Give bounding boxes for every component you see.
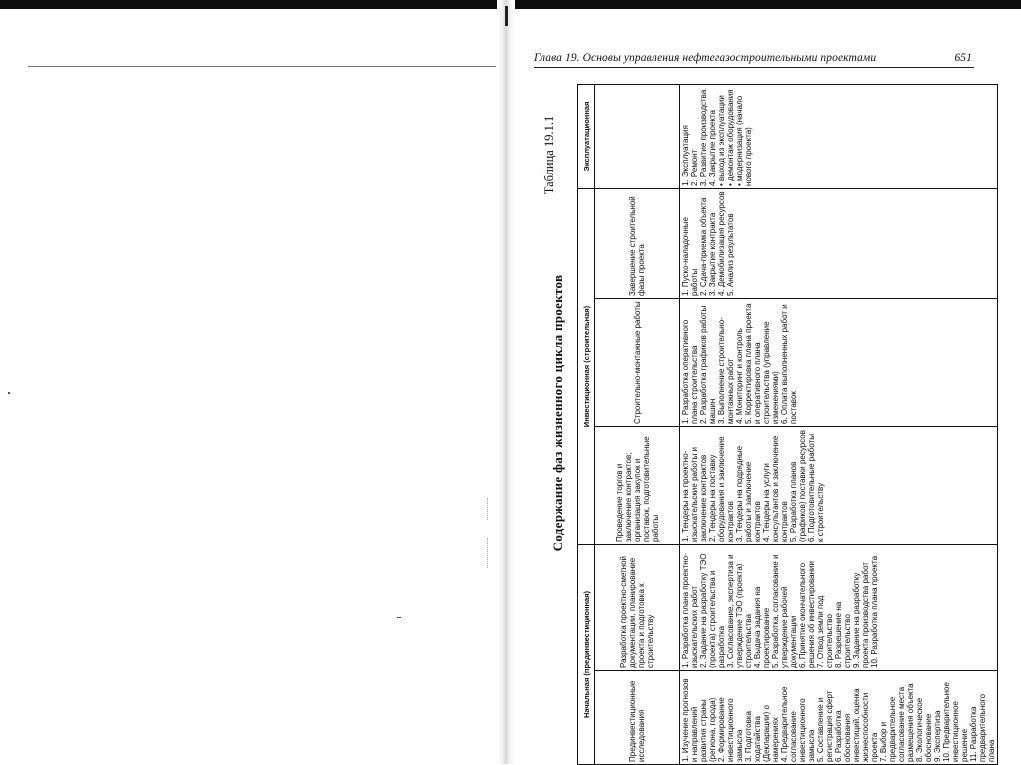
step-item: 5. Корректировка плана проекта и оперативного плана строительства (управление изменениями) [744, 303, 780, 424]
steps-cell [680, 427, 998, 545]
stage-cell [595, 85, 680, 189]
stage-cell: Разработка проектно-сметной документации, планирование проекта и подготовка к строительству [595, 545, 680, 671]
step-item: 10. Разработка плана проекта [870, 555, 879, 668]
step-item: 1. Тендеры на проектно-изыскательские работы и заключение контрактов [681, 447, 708, 542]
step-item: 4. Выдача задания на проектирование [753, 586, 771, 668]
step-item: 4. Закрытие проекта [708, 110, 717, 186]
step-item: 5. Составление и регистрация сферт [816, 690, 834, 762]
step-item: 3. Закрытие контракта [708, 212, 717, 296]
steps-cell [680, 671, 998, 765]
step-item: 5. Разработка планов (графиков) поставки ресурсов [789, 430, 807, 542]
step-item: 3. Тендеры на подрядные работы и заключение контрактов [735, 445, 762, 542]
step-item: 3. Согласование, экспертиза и утверждение ТЭО (проекта) строительства [726, 554, 753, 668]
running-head-title: Глава 19. Основы управления нефтегазостроительными проектами [534, 52, 877, 64]
step-item: 4. Предварительное согласование инвестиционного замысла [780, 686, 816, 762]
step-item: 11. Разработка предварительного плана [969, 694, 996, 762]
step-item: 6. Оплата выполненных работ и поставок [780, 304, 798, 424]
running-head [534, 52, 984, 66]
spine-mark [505, 6, 508, 26]
step-item: 6. Разработка обоснования инвестиций, оценка жизнеспособности проекта [834, 688, 879, 762]
phase-header-cell: Эксплуатационная [578, 85, 595, 189]
stage-cell: Проведение торгов и заключение контрактов; организация закупок и поставок, подготовительные работы [595, 427, 680, 545]
left-page-rule [28, 66, 496, 67]
steps-cell [680, 299, 998, 427]
step-item: 4. Тендеры на услуги консультантов и заключение контрактов [762, 435, 789, 542]
scan-speck [397, 617, 401, 618]
step-item: 10. Предварительное инвестиционное решение [942, 682, 969, 762]
step-item: 3. Выполнение строительно-монтажных работ [717, 317, 735, 424]
step-item: 2. Ремонт [690, 149, 699, 186]
step-item: 3. Подготовка ходатайства (Декларации) о намерениях [744, 705, 780, 762]
step-item: • модернизация (начало нового проекта) [735, 95, 753, 186]
step-item: 5. Анализ результатов [726, 213, 735, 296]
step-item: 8. Разрешение на строительство [834, 601, 852, 668]
step-item: 1. Эксплуатация [681, 125, 690, 186]
scan-dots [487, 498, 489, 520]
stage-cell: Строительно-монтажные работы [595, 299, 680, 427]
scan-speck [8, 392, 10, 394]
step-item: 1. Пуско-наладочные работы [681, 217, 699, 296]
steps-row [680, 85, 998, 765]
phase-header-cell: Инвестиционная (строительная) [578, 189, 595, 545]
step-item: 8. Экологическое обоснование [915, 697, 933, 762]
step-item: 3. Развитие производства [699, 89, 708, 186]
step-item: 2. Сдача-приемка объекта [699, 197, 708, 296]
phase-header-cell: Начальная (прединвестиционная) [578, 545, 595, 765]
steps-cell [680, 545, 998, 671]
rotated-table-frame [577, 85, 996, 765]
step-item: 2. Формирование инвестиционного замысла [717, 697, 744, 762]
step-item: 6. Принятие окончательного решения об инвестировании [798, 561, 816, 668]
stage-row [595, 85, 680, 765]
step-item: 5. Разработка, согласование и утверждение рабочей документации [771, 554, 798, 668]
step-item: • выход из эксплуатации [717, 95, 726, 186]
steps-cell [680, 189, 998, 299]
step-item: 7. Отвод земли под строительство [816, 595, 834, 668]
table-title: Содержание фаз жизненного цикла проектов [550, 274, 565, 552]
step-item: • демонтаж оборудования [726, 89, 735, 186]
stage-cell: Завершение строительной фазы проекта [595, 189, 680, 299]
table-number: Таблица 19.1.1 [542, 115, 556, 195]
step-item: 1. Изучение прогнозов и направлений развития страны (региона, города) [681, 678, 717, 762]
step-item: 9. Экспертиза [933, 710, 942, 762]
step-item: 4. Демобилизация ресурсов [717, 191, 726, 296]
step-item: 7. Выбор и предварительное согласование места размещения объекта [879, 683, 915, 762]
step-item: 6. Подготовительные работы к строительству [807, 434, 825, 542]
step-item: 9. Задание на разработку проекта производства работ [852, 562, 870, 668]
page-number: 651 [954, 52, 972, 64]
step-item: 1. Разработка оперативного плана строительства [681, 319, 699, 424]
step-item: 2. Задание на разработку ТЭО (проекта) строительства и разработка [699, 553, 726, 668]
stage-cell: Прединвестиционные исследования [595, 671, 680, 765]
scan-dots [487, 538, 489, 568]
step-item: 4. Мониторинг и контроль [735, 328, 744, 424]
step-item: 1. Разработка плана проектно-изыскательских работ [681, 553, 699, 668]
running-head-rule [534, 67, 974, 68]
book-spine-gutter [497, 0, 515, 764]
phase-header-row [578, 85, 595, 765]
lifecycle-table [577, 84, 998, 765]
steps-cell [680, 85, 998, 189]
step-item: 2. Тендеры на поставку оборудования и заключение контрактов [708, 436, 735, 542]
step-item: 2. Разработка графиков работы машин [699, 305, 717, 424]
